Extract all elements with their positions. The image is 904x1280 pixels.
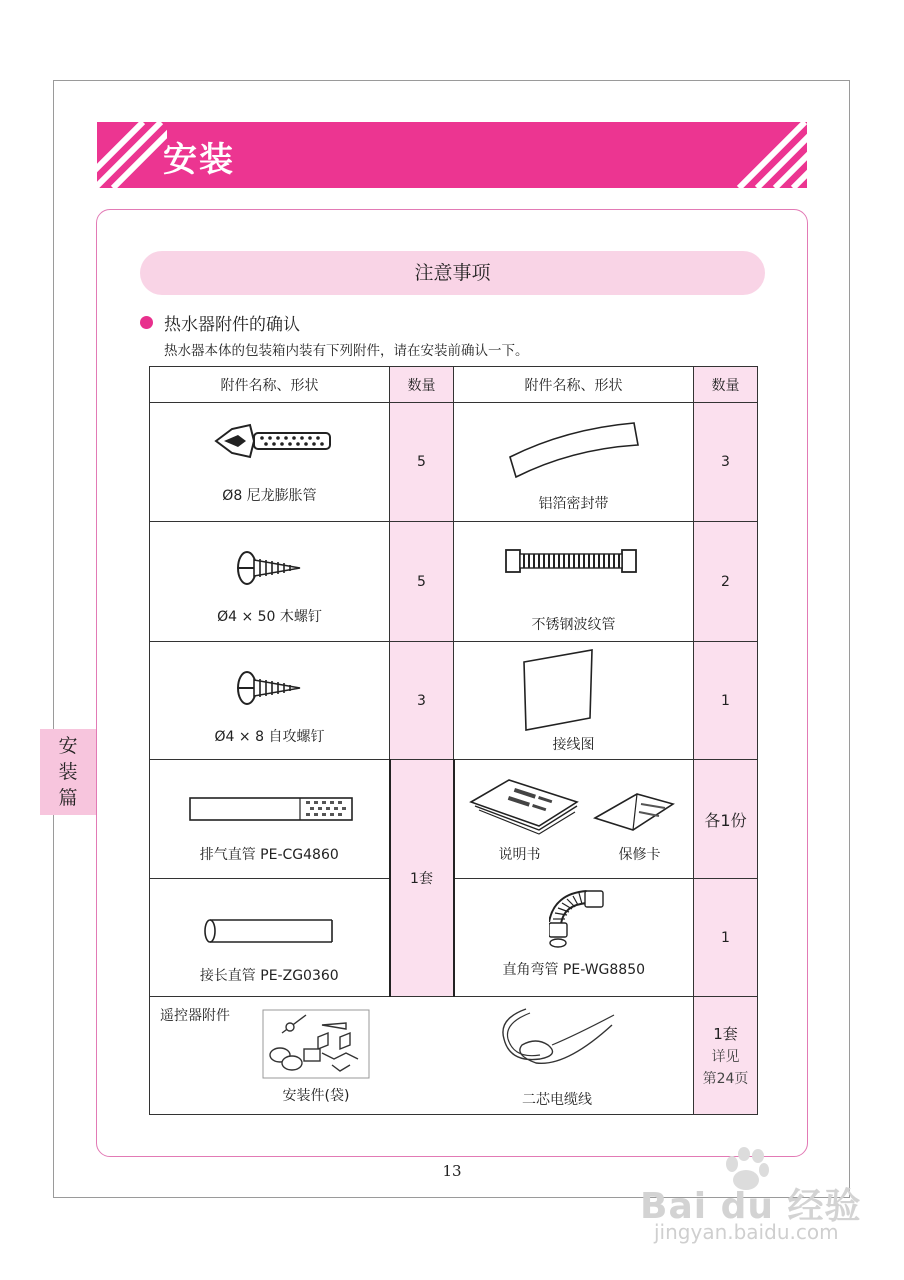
header-qty-left: 数量 (390, 367, 454, 403)
exhaust-pipe-icon (188, 796, 354, 822)
quantity-cell-merged: 1套 (390, 760, 454, 997)
header-banner (97, 122, 807, 188)
notice-heading: 注意事项 (140, 251, 765, 295)
section-description: 热水器本体的包装箱内装有下列附件，请在安装前确认一下。 (164, 343, 529, 359)
remote-note-line-1: 详见 (711, 1048, 740, 1065)
side-tab-char: 装 (58, 761, 78, 783)
item-label: Ø4 × 50 木螺钉 (217, 609, 322, 625)
item-label: 接线图 (552, 737, 595, 753)
item-cell-wood-screw (150, 522, 390, 642)
item-cell-extension-pipe (150, 879, 390, 997)
banner-stripes-left (97, 122, 167, 188)
quantity-cell: 3 (694, 403, 758, 522)
extension-pipe-icon (202, 917, 336, 945)
quantity-cell: 2 (694, 522, 758, 642)
side-tab-char: 篇 (58, 787, 78, 809)
table-header-row (150, 367, 758, 403)
warranty-card-icon (593, 790, 675, 832)
item-label-cable: 二芯电缆线 (522, 1092, 592, 1108)
bullet-icon (140, 316, 153, 329)
tapping-screw-icon (234, 668, 306, 708)
quantity-cell: 5 (390, 403, 454, 522)
item-label: 直角弯管 PE-WG8850 (502, 962, 646, 978)
item-cell-remote-accessories (150, 997, 694, 1115)
quantity-cell-remote (694, 997, 758, 1115)
watermark-brand: Bai du 经验 (640, 1186, 862, 1227)
header-name-left: 附件名称、形状 (150, 367, 390, 403)
item-label-warranty: 保修卡 (618, 847, 661, 863)
banner-stripes-right (717, 122, 807, 188)
table-row (150, 760, 758, 879)
corrugated-pipe-icon (504, 546, 638, 576)
item-label: 铝箔密封带 (538, 496, 609, 512)
table-row-remote (150, 997, 758, 1115)
item-cell-tapping-screw (150, 642, 390, 760)
item-cell-manual-warranty (454, 760, 694, 879)
quantity-cell: 1 (694, 879, 758, 997)
remote-accessories-label: 遥控器附件 (160, 1008, 230, 1024)
wood-screw-icon (234, 548, 306, 588)
side-tab-char: 安 (58, 735, 78, 757)
item-label: Ø8 尼龙膨胀管 (222, 488, 317, 504)
table-row (150, 642, 758, 760)
page-title: 安装 (163, 140, 235, 180)
wiring-diagram-sheet-icon (520, 648, 596, 732)
table-row (150, 879, 758, 997)
item-cell-wiring-diagram (454, 642, 694, 760)
manual-booklet-icon (469, 774, 579, 836)
item-label: 排气直管 PE-CG4860 (199, 847, 339, 863)
header-qty-right: 数量 (694, 367, 758, 403)
item-label: Ø4 × 8 自攻螺钉 (214, 729, 325, 745)
item-label-kit: 安装件(袋) (282, 1088, 350, 1104)
side-tab (40, 729, 96, 815)
foil-tape-icon (506, 417, 642, 479)
item-label-manual: 说明书 (498, 847, 541, 863)
table-row (150, 403, 758, 522)
mounting-kit-bag-icon (262, 1009, 370, 1079)
page-number: 13 (442, 1162, 462, 1180)
accessories-table (149, 366, 758, 1115)
elbow-pipe-icon (549, 889, 609, 951)
item-cell-foil-tape (454, 403, 694, 522)
remote-note-line-2: 第24页 (702, 1070, 749, 1087)
nylon-anchor-icon (210, 417, 334, 465)
quantity-cell: 各1份 (694, 760, 758, 879)
item-cell-corrugated-pipe (454, 522, 694, 642)
remote-qty: 1套 (713, 1024, 738, 1043)
quantity-cell: 5 (390, 522, 454, 642)
two-core-cable-icon (496, 1005, 618, 1069)
item-cell-exhaust-pipe (150, 760, 390, 879)
item-cell-elbow-pipe (454, 879, 694, 997)
quantity-cell: 3 (390, 642, 454, 760)
quantity-cell: 1 (694, 642, 758, 760)
item-label: 接长直管 PE-ZG0360 (199, 968, 339, 984)
item-label: 不锈钢波纹管 (531, 617, 616, 633)
table-row (150, 522, 758, 642)
header-name-right: 附件名称、形状 (454, 367, 694, 403)
watermark (640, 1140, 890, 1250)
item-cell-nylon-anchor (150, 403, 390, 522)
section-title: 热水器附件的确认 (164, 315, 300, 335)
watermark-url: jingyan.baidu.com (654, 1220, 839, 1244)
